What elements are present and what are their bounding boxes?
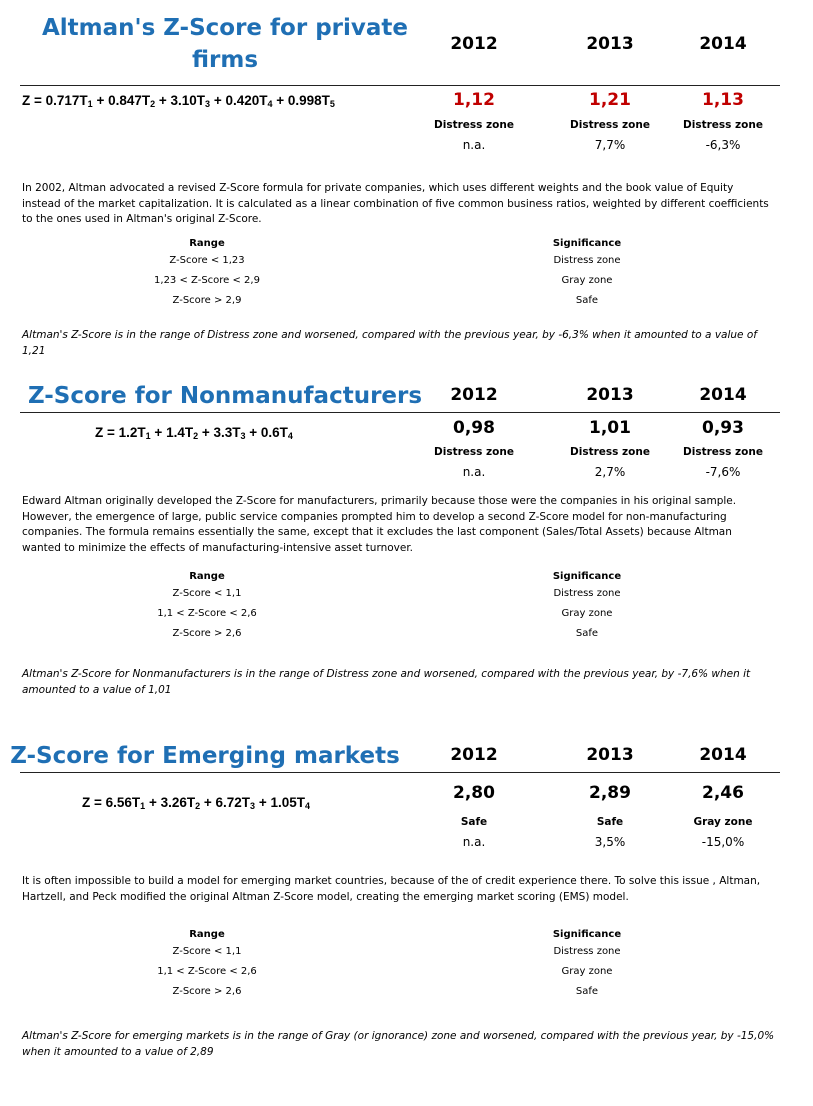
formula-coef: 1.4T bbox=[166, 425, 194, 440]
zone-label: Distress zone bbox=[434, 446, 514, 458]
formula-coef: 1.05T bbox=[270, 795, 305, 810]
range-cell: Z-Score < 1,23 bbox=[169, 255, 245, 266]
zone-label: Safe bbox=[596, 816, 624, 828]
formula-coef: 0.717T bbox=[45, 93, 88, 108]
range-cell: Z-Score > 2,9 bbox=[172, 295, 242, 306]
formula-sub: 2 bbox=[193, 431, 199, 441]
change-value: n.a. bbox=[462, 835, 486, 849]
formula-sub: 3 bbox=[205, 99, 211, 109]
title-line: Altman's Z-Score for private bbox=[41, 15, 408, 41]
range-cell: 1,23 < Z-Score < 2,9 bbox=[154, 275, 260, 286]
year-header: 2012 bbox=[450, 745, 498, 765]
divider bbox=[20, 85, 780, 86]
formula bbox=[95, 425, 293, 441]
year-header: 2014 bbox=[699, 385, 747, 405]
year-header: 2013 bbox=[586, 385, 634, 405]
year-header: 2013 bbox=[586, 745, 634, 765]
significance-header: Significance bbox=[552, 238, 622, 249]
description: It is often impossible to build a model for emerging market countries, because of the of credit experience there. To solve this issue , Altman, Hartzell, and Peck modified the original Altman Z-Score model, creating the emerging market scoring (EMS) model. bbox=[22, 875, 761, 903]
section-title: Z-Score for Nonmanufacturers bbox=[27, 383, 423, 409]
change-value: -6,3% bbox=[705, 138, 741, 152]
section-title: Z-Score for Emerging markets bbox=[10, 743, 400, 769]
formula bbox=[82, 795, 310, 811]
score-value: 1,12 bbox=[453, 90, 495, 110]
significance-cell: Safe bbox=[575, 628, 599, 639]
formula-sub: 5 bbox=[329, 99, 335, 109]
formula-coef: 3.10T bbox=[170, 93, 206, 108]
zone-label: Distress zone bbox=[570, 119, 650, 131]
zone-label: Distress zone bbox=[683, 119, 763, 131]
formula-coef: 6.56T bbox=[105, 795, 141, 810]
formula-coef: 3.3T bbox=[213, 425, 241, 440]
formula-sub: 2 bbox=[195, 801, 201, 811]
year-header: 2012 bbox=[450, 385, 498, 405]
change-value: n.a. bbox=[462, 465, 486, 479]
range-cell: Z-Score < 1,1 bbox=[172, 588, 242, 599]
significance-cell: Safe bbox=[575, 986, 599, 997]
formula-op: + bbox=[198, 425, 214, 440]
formula-coef: 1.2T bbox=[118, 425, 146, 440]
score-value: 1,01 bbox=[589, 418, 631, 438]
conclusion: Altman's Z-Score for emerging markets is in the range of Gray (or ignorance) zone and worsened, compared with the previous year, by -15,0% when it amounted to a value of 2,89 bbox=[22, 1030, 775, 1058]
formula-op: + bbox=[272, 93, 288, 108]
description: Edward Altman originally developed the Z-Score for manufacturers, primarily because those were the companies in his original sample. However, the emergence of large, public service companies prompted him to develop a second Z-Score model for non-manufacturing companies. The formula remains essentially the same, except that it excludes the last component (Sales/Total Assets) because Altman wanted to minimize the effects of manufacturing-intensive asset turnover. bbox=[22, 495, 737, 554]
range-cell: Z-Score < 1,1 bbox=[172, 946, 242, 957]
range-header: Range bbox=[189, 571, 225, 582]
formula-sub: 3 bbox=[240, 431, 246, 441]
formula-op: + bbox=[210, 93, 226, 108]
formula-op: + bbox=[155, 93, 171, 108]
divider bbox=[20, 412, 780, 413]
score-value: 0,98 bbox=[453, 418, 495, 438]
section-title bbox=[20, 12, 430, 76]
formula-prefix: Z = bbox=[95, 425, 119, 440]
range-header: Range bbox=[189, 929, 225, 940]
significance-header: Significance bbox=[552, 571, 622, 582]
formula-op: + bbox=[255, 795, 271, 810]
zone-label: Distress zone bbox=[570, 446, 650, 458]
score-value: 2,89 bbox=[589, 783, 631, 803]
year-header: 2012 bbox=[450, 34, 498, 54]
score-value: 1,21 bbox=[589, 90, 631, 110]
formula-sub: 4 bbox=[304, 801, 310, 811]
range-cell: 1,1 < Z-Score < 2,6 bbox=[157, 966, 257, 977]
formula-sub: 1 bbox=[140, 801, 146, 811]
score-value: 1,13 bbox=[702, 90, 744, 110]
change-value: -7,6% bbox=[705, 465, 741, 479]
formula-prefix: Z = bbox=[82, 795, 106, 810]
zone-label: Distress zone bbox=[683, 446, 763, 458]
formula-op: + bbox=[150, 425, 167, 440]
significance-cell: Gray zone bbox=[561, 275, 613, 286]
significance-cell: Distress zone bbox=[553, 588, 621, 599]
conclusion: Altman's Z-Score for Nonmanufacturers is in the range of Distress zone and worsened, compared with the previous year, by -7,6% when it amounted to a value of 1,01 bbox=[22, 668, 751, 696]
formula-sub: 4 bbox=[287, 431, 293, 441]
formula-sub: 4 bbox=[267, 99, 273, 109]
significance-cell: Gray zone bbox=[561, 966, 613, 977]
year-header: 2013 bbox=[586, 34, 634, 54]
year-header: 2014 bbox=[699, 34, 747, 54]
formula-op: + bbox=[92, 93, 109, 108]
range-header: Range bbox=[189, 238, 225, 249]
formula-coef: 0.6T bbox=[260, 425, 288, 440]
formula-coef: 0.420T bbox=[225, 93, 268, 108]
formula-op: + bbox=[145, 795, 161, 810]
significance-cell: Distress zone bbox=[553, 946, 621, 957]
formula-coef: 0.998T bbox=[287, 93, 330, 108]
range-cell: Z-Score > 2,6 bbox=[172, 986, 242, 997]
score-value: 2,80 bbox=[453, 783, 495, 803]
formula-prefix: Z = bbox=[22, 93, 46, 108]
change-value: n.a. bbox=[462, 138, 486, 152]
formula-op: + bbox=[200, 795, 216, 810]
formula-coef: 6.72T bbox=[215, 795, 251, 810]
formula bbox=[22, 93, 335, 109]
significance-header: Significance bbox=[552, 929, 622, 940]
zone-label: Gray zone bbox=[693, 816, 753, 828]
significance-cell: Gray zone bbox=[561, 608, 613, 619]
conclusion: Altman's Z-Score is in the range of Distress zone and worsened, compared with the previous year, by -6,3% when it amounted to a value of 1,21 bbox=[22, 329, 757, 357]
title-line: firms bbox=[191, 47, 259, 73]
significance-cell: Safe bbox=[575, 295, 599, 306]
divider bbox=[20, 772, 780, 773]
change-value: 2,7% bbox=[594, 465, 626, 479]
formula-sub: 2 bbox=[150, 99, 156, 109]
description: In 2002, Altman advocated a revised Z-Score formula for private companies, which uses different weights and the book value of Equity instead of the market capitalization. It is calculated as a linear combination of five common business ratios, weighted by different coefficients to the ones used in Altman's original Z-Score. bbox=[22, 182, 769, 225]
year-header: 2014 bbox=[699, 745, 747, 765]
significance-cell: Distress zone bbox=[553, 255, 621, 266]
formula-coef: 3.26T bbox=[160, 795, 196, 810]
formula-sub: 3 bbox=[250, 801, 256, 811]
change-value: 7,7% bbox=[594, 138, 626, 152]
change-value: 3,5% bbox=[594, 835, 626, 849]
formula-sub: 1 bbox=[87, 99, 93, 109]
range-cell: Z-Score > 2,6 bbox=[172, 628, 242, 639]
formula-sub: 1 bbox=[145, 431, 151, 441]
zone-label: Safe bbox=[460, 816, 488, 828]
zone-label: Distress zone bbox=[434, 119, 514, 131]
score-value: 0,93 bbox=[702, 418, 744, 438]
change-value: -15,0% bbox=[701, 835, 745, 849]
formula-op: + bbox=[245, 425, 261, 440]
formula-coef: 0.847T bbox=[108, 93, 151, 108]
range-cell: 1,1 < Z-Score < 2,6 bbox=[157, 608, 257, 619]
score-value: 2,46 bbox=[702, 783, 744, 803]
